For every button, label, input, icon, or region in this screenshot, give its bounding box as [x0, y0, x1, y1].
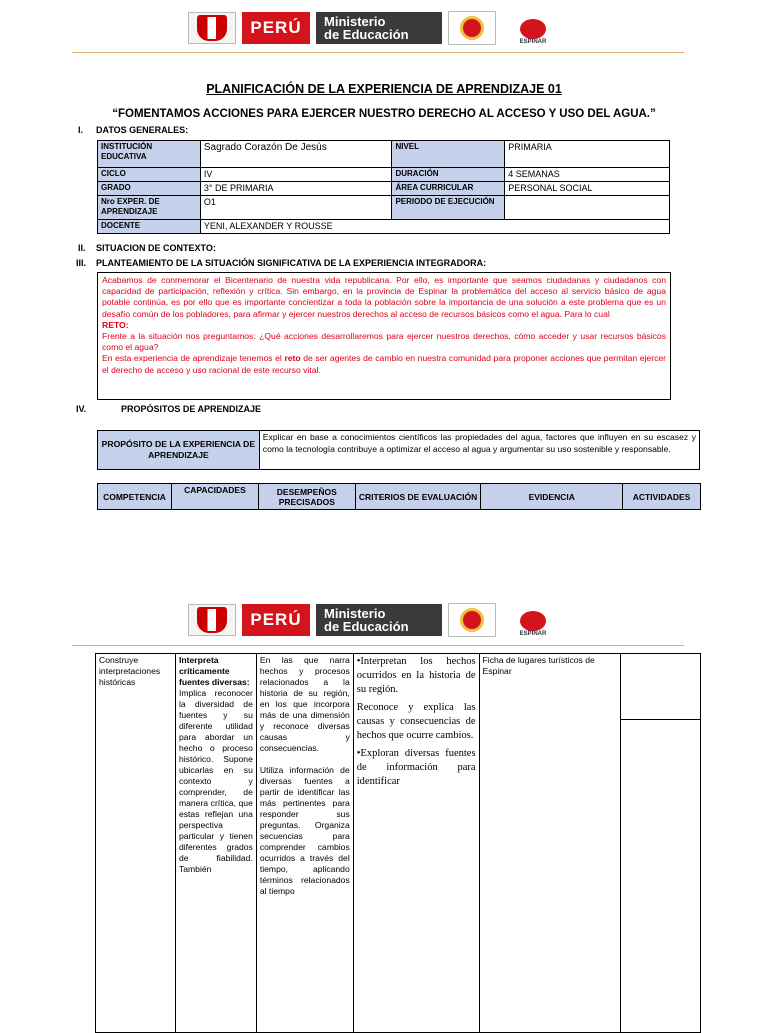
nro-label: Nro EXPER. DE APRENDIZAJE	[98, 196, 201, 220]
desempenos-cell	[256, 654, 353, 1033]
duracion-value: 4 SEMANAS	[505, 168, 670, 182]
duracion-label: DURACIÓN	[392, 168, 505, 182]
criterio-2: Reconoce y explica las causas y consecuencias de hechos que ocurre cambios.	[356, 702, 476, 741]
actividades-cell-2	[621, 720, 701, 1033]
criterio-1: •Interpretan los hechos ocurridos en la historia de su región.	[356, 656, 476, 695]
school-seal-icon	[448, 11, 496, 45]
page-subtitle: “FOMENTAMOS ACCIONES PARA EJERCER NUESTRO DERECHO AL ACCESO Y USO DEL AGUA.”	[112, 108, 656, 120]
section-3-num: III.	[76, 258, 87, 268]
header-actividades: ACTIVIDADES	[623, 484, 701, 510]
desempeno-1: En las que narra hechos y procesos relacionados a la historia de su región, en los que incorpora más de una dimensión y reconoce diversas causas y consecuencias.	[259, 655, 350, 753]
capacidad-text: Implica reconocer la diversidad de fuentes y su diferente utilidad para abordar un hecho o proceso histórico. Supone ubicarlas en su contexto y comprender, de manera crítica, que estas reflejan una perspectiva particular y tienen diferentes grados de fiabilidad. También	[178, 688, 253, 874]
situacion-paragraph-2: Frente a la situación nos preguntamos: ¿Qué acciones desarrollaremos para ejercer nuestros derechos, cómo acceder y usar recursos básicos como el agua?	[102, 331, 666, 353]
page-title: PLANIFICACIÓN DE LA EXPERIENCIA DE APRENDIZAJE 01	[206, 82, 562, 96]
nro-value: O1	[200, 196, 392, 220]
competencia-cell: Construye interpretaciones históricas	[96, 654, 176, 1033]
datos-generales-table	[97, 140, 670, 234]
section-1-num: I.	[78, 125, 84, 135]
criterio-3: •Exploran diversas fuentes de información para identificar	[356, 748, 476, 787]
header-evidencia: EVIDENCIA	[481, 484, 623, 510]
proposito-label: PROPÓSITO DE LA EXPERIENCIA DE APRENDIZAJE	[98, 431, 260, 470]
competencias-header-table	[97, 483, 701, 510]
area-value: PERSONAL SOCIAL	[505, 182, 670, 196]
capacidad-title: Interpreta críticamente fuentes diversas:	[178, 655, 250, 687]
institucion-value: Sagrado Corazón De Jesús	[200, 141, 392, 168]
peru-logo: PERÚ	[242, 604, 310, 636]
mascot-icon	[520, 611, 546, 631]
mascot-icon	[520, 19, 546, 39]
situacion-paragraph-1: Acabamos de conmemorar el Bicentenario de nuestra vida republicana. Por ello, es importante que seamos ciudadanas y ciudadanos con capacidad de participación, reflexión y crítica. Sin embargo, en la provincia de Espinar la problemática del acceso al servicio básico de agua potable continúa, es por ello que es importante concientizar a toda la población sobre la importancia de una solución a este problema que es un desafío común de los pobladores, para afirmar y ejercer nuestros derechos al acceso de recursos básicos como el agua. Para lo cual	[102, 275, 666, 319]
section-2-num: II.	[78, 243, 86, 253]
ciclo-value: IV	[200, 168, 392, 182]
docente-label: DOCENTE	[98, 220, 201, 234]
capacidad-cell	[175, 654, 256, 1033]
ministerio-logo: Ministerio de Educación	[316, 604, 442, 636]
header-capacidades: CAPACIDADES	[171, 484, 258, 510]
institucion-label: INSTITUCIÓN EDUCATIVA	[98, 141, 201, 168]
competencias-body-table	[95, 653, 701, 1033]
header-criterios: CRITERIOS DE EVALUACIÓN	[355, 484, 481, 510]
desempeno-2: Utiliza información de diversas fuentes a partir de identificar las más pertinentes para responder sus preguntas. Organiza secuencias para comprender cambios ocurridos a través del tiempo, aplicando términos relacionados al tiempo	[259, 765, 350, 896]
criterios-cell	[353, 654, 479, 1033]
grado-label: GRADO	[98, 182, 201, 196]
situacion-significativa-box	[97, 272, 671, 400]
grado-value: 3° DE PRIMARIA	[200, 182, 392, 196]
situacion-paragraph-3: En esta experiencia de aprendizaje tenemos el reto de ser agentes de cambio en nuestra comunidad para proponer acciones que permitan ejercer el derecho de acceso y uso racional de este recurso vital.	[102, 353, 667, 375]
section-1-label: DATOS GENERALES:	[96, 125, 189, 135]
peru-logo: PERÚ	[242, 12, 310, 44]
espinar-logo: ESPINAR	[502, 11, 564, 45]
coat-of-arms-icon	[188, 604, 236, 636]
header-competencia: COMPETENCIA	[98, 484, 172, 510]
nivel-value: PRIMARIA	[505, 141, 670, 168]
section-4-num: IV.	[76, 404, 87, 414]
ministerio-logo: Ministerio de Educación	[316, 12, 442, 44]
reto-heading: RETO:	[102, 319, 129, 330]
header-banner-page-2	[188, 602, 606, 638]
school-seal-icon	[448, 603, 496, 637]
actividades-cell-1	[621, 654, 701, 720]
section-3-label: PLANTEAMIENTO DE LA SITUACIÓN SIGNIFICATIVA DE LA EXPERIENCIA INTEGRADORA:	[96, 258, 487, 268]
header-banner	[188, 10, 606, 46]
nivel-label: NIVEL	[392, 141, 505, 168]
periodo-label: PERIODO DE EJECUCIÓN	[392, 196, 505, 220]
ciclo-label: CICLO	[98, 168, 201, 182]
header-divider	[72, 52, 684, 53]
periodo-value	[505, 196, 670, 220]
evidencia-cell: Ficha de lugares turísticos de Espinar	[479, 654, 621, 1033]
area-label: ÁREA CURRICULAR	[392, 182, 505, 196]
proposito-table	[97, 430, 700, 470]
espinar-logo: ESPINAR	[502, 603, 564, 637]
section-2-label: SITUACION DE CONTEXTO:	[96, 243, 216, 253]
docente-value: YENI, ALEXANDER Y ROUSSE	[200, 220, 669, 234]
proposito-text: Explicar en base a conocimientos científicos las propiedades del agua, factores que influyen en su escasez y como la tecnología contribuye a optimizar el acceso al agua y argumentar su uso sostenible y responsable.	[259, 431, 699, 470]
coat-of-arms-icon	[188, 12, 236, 44]
header-divider-page-2	[72, 645, 684, 646]
section-4-label: PROPÓSITOS DE APRENDIZAJE	[121, 404, 262, 414]
header-desempenos: DESEMPEÑOS PRECISADOS	[258, 484, 355, 510]
